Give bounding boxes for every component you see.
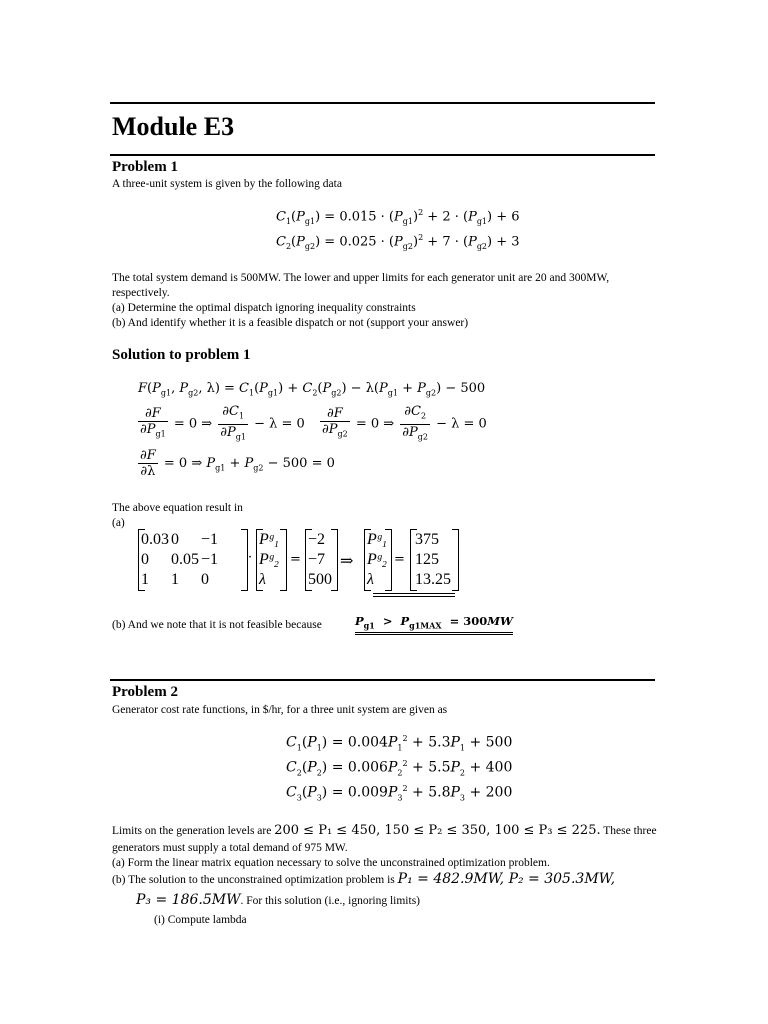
- problem2-heading: Problem 2: [112, 684, 178, 700]
- vector-sol: [414, 530, 452, 590]
- vector-cell: −2: [308, 531, 326, 548]
- vector-cell: Pᵍ₂: [367, 551, 387, 568]
- problem1-eq2: $C_2(P_{g2}) = 0.025 \cdot (P_{g2})^2 + 7 \cdot (P_{g2}) + 3$: [276, 233, 520, 251]
- problem1-item-a: (a) Determine the optimal dispatch ignoring inequality constraints: [112, 302, 416, 314]
- solution1-heading: Solution to problem 1: [112, 347, 251, 363]
- vector-cell: λ: [367, 571, 374, 588]
- vector-x-right-bracket: [280, 529, 287, 591]
- partial-pg2-eq: $\frac{\partial F}{\partial P_{g2}}$ = 0 ⇒ $\frac{\partial C_2}{\partial P_{g2}}$ − λ = 0: [322, 404, 487, 442]
- matrix-cell: 1: [171, 571, 179, 588]
- matrix-cell: −1: [201, 551, 219, 568]
- equals-sign: =: [290, 552, 301, 567]
- vector-cell: Pᵍ₁: [367, 531, 387, 548]
- limits-suffix: These three: [600, 825, 657, 837]
- label-b-text: (b) And we note that it is not feasible because: [112, 619, 322, 631]
- problem2-intro: Generator cost rate functions, in $/hr, for a three unit system are given as: [112, 704, 448, 716]
- double-underline: [373, 593, 455, 597]
- vector-b: [307, 530, 333, 590]
- problem1-item-b: (b) And identify whether it is a feasible dispatch or not (support your answer): [112, 317, 469, 329]
- lagrangian-eq: $F(P_{g1}$, $P_{g2}$, $\lambda) = C_1(P_{g1}) + C_2(P_{g2}) - \lambda(P_{g1} + P_{g2}) - 500$: [138, 381, 486, 398]
- problem2-eq1: $C_1(P_1) = 0.004P_1^2 + 5.3P_1 + 500$: [286, 734, 513, 753]
- matrix-a-right-bracket: [241, 529, 248, 591]
- problem1-text: The total system demand is 500MW. The lower and upper limits for each generator unit are 20 and 300MW, respectively.: [112, 272, 610, 299]
- vector-cell: −7: [308, 551, 326, 568]
- problem1-eq1: $C_1(P_{g1}) = 0.015 \cdot (P_{g1})^2 + 2 \cdot (P_{g1}) + 6$: [276, 208, 520, 226]
- limits-line: [112, 823, 657, 839]
- problem2-item-i: (i) Compute lambda: [154, 914, 247, 926]
- vector-cell: λ: [259, 571, 266, 588]
- matrix-cell: 0: [171, 531, 179, 548]
- implies-arrow: ⇒: [340, 551, 354, 570]
- label-a: (a): [112, 517, 125, 529]
- problem1-intro: A three-unit system is given by the following data: [112, 178, 342, 190]
- limits-prefix: Limits on the generation levels are: [112, 825, 275, 837]
- partial-pg1-eq: $\frac{\partial F}{\partial P_{g1}}$ = 0 ⇒ $\frac{\partial C_1}{\partial P_{g1}}$ − λ = 0: [140, 404, 305, 442]
- item-b-line2-text: . For this solution (i.e., ignoring limits): [240, 895, 420, 907]
- vector-cell: Pᵍ₁: [259, 531, 279, 548]
- problem2-eq3: $C_3(P_3) = 0.009P_3^2 + 5.8P_3 + 200$: [286, 784, 513, 803]
- partial-lambda-eq: $\frac{\partial F}{\partial\lambda}$ = 0 ⇒ $P_{g1} + P_{g2} - 500 = 0$: [140, 448, 335, 479]
- top-rule: [110, 102, 655, 104]
- problem2-item-b-line2: [136, 893, 420, 909]
- vector-cell: 500: [308, 571, 332, 588]
- matrix-cell: 0: [201, 571, 209, 588]
- matrix-cell: 0: [141, 551, 149, 568]
- vector-sol-lbl-right-bracket: [385, 529, 392, 591]
- problem2-item-a: (a) Form the linear matrix equation necessary to solve the unconstrained optimization problem.: [112, 857, 550, 869]
- problem2-line2: generators must supply a total demand of 975 MW.: [112, 842, 348, 854]
- equals-sign-2: =: [394, 552, 405, 567]
- module-title: Module E3: [112, 112, 235, 141]
- matrix-a: [140, 530, 219, 590]
- feasibility-expr: $P_{g1} > P_{g1MAX} = 300MW$: [355, 614, 513, 635]
- vector-sol-right-bracket: [452, 529, 459, 591]
- item-b-line2-expr: P₃ = 186.5MW: [136, 892, 241, 908]
- item-b-expr: P₁ = 482.9MW, P₂ = 305.3MW,: [397, 871, 616, 887]
- vector-x: [258, 530, 280, 590]
- matrix-cell: 1: [141, 571, 149, 588]
- title-rule: [110, 154, 655, 156]
- problem2-eq2: $C_2(P_2) = 0.006P_2^2 + 5.5P_2 + 400$: [286, 759, 513, 778]
- dot-operator: ·: [248, 550, 253, 565]
- problem2-item-b: [112, 872, 615, 888]
- matrix-cell: 0.05: [171, 551, 199, 568]
- result-text: The above equation result in: [112, 502, 243, 514]
- problem1-heading: Problem 1: [112, 159, 178, 175]
- item-b-prefix: (b) The solution to the unconstrained optimization problem is: [112, 874, 398, 886]
- vector-cell: 375: [415, 531, 439, 548]
- vector-b-right-bracket: [331, 529, 338, 591]
- limits-expr: 200 ≤ P₁ ≤ 450, 150 ≤ P₂ ≤ 350, 100 ≤ P₃ ≤ 225.: [274, 823, 601, 838]
- vector-cell: 13.25: [415, 571, 451, 588]
- vector-cell: 125: [415, 551, 439, 568]
- matrix-cell: 0.03: [141, 531, 169, 548]
- vector-cell: Pᵍ₂: [259, 551, 279, 568]
- section-rule: [110, 679, 655, 681]
- matrix-cell: −1: [201, 531, 219, 548]
